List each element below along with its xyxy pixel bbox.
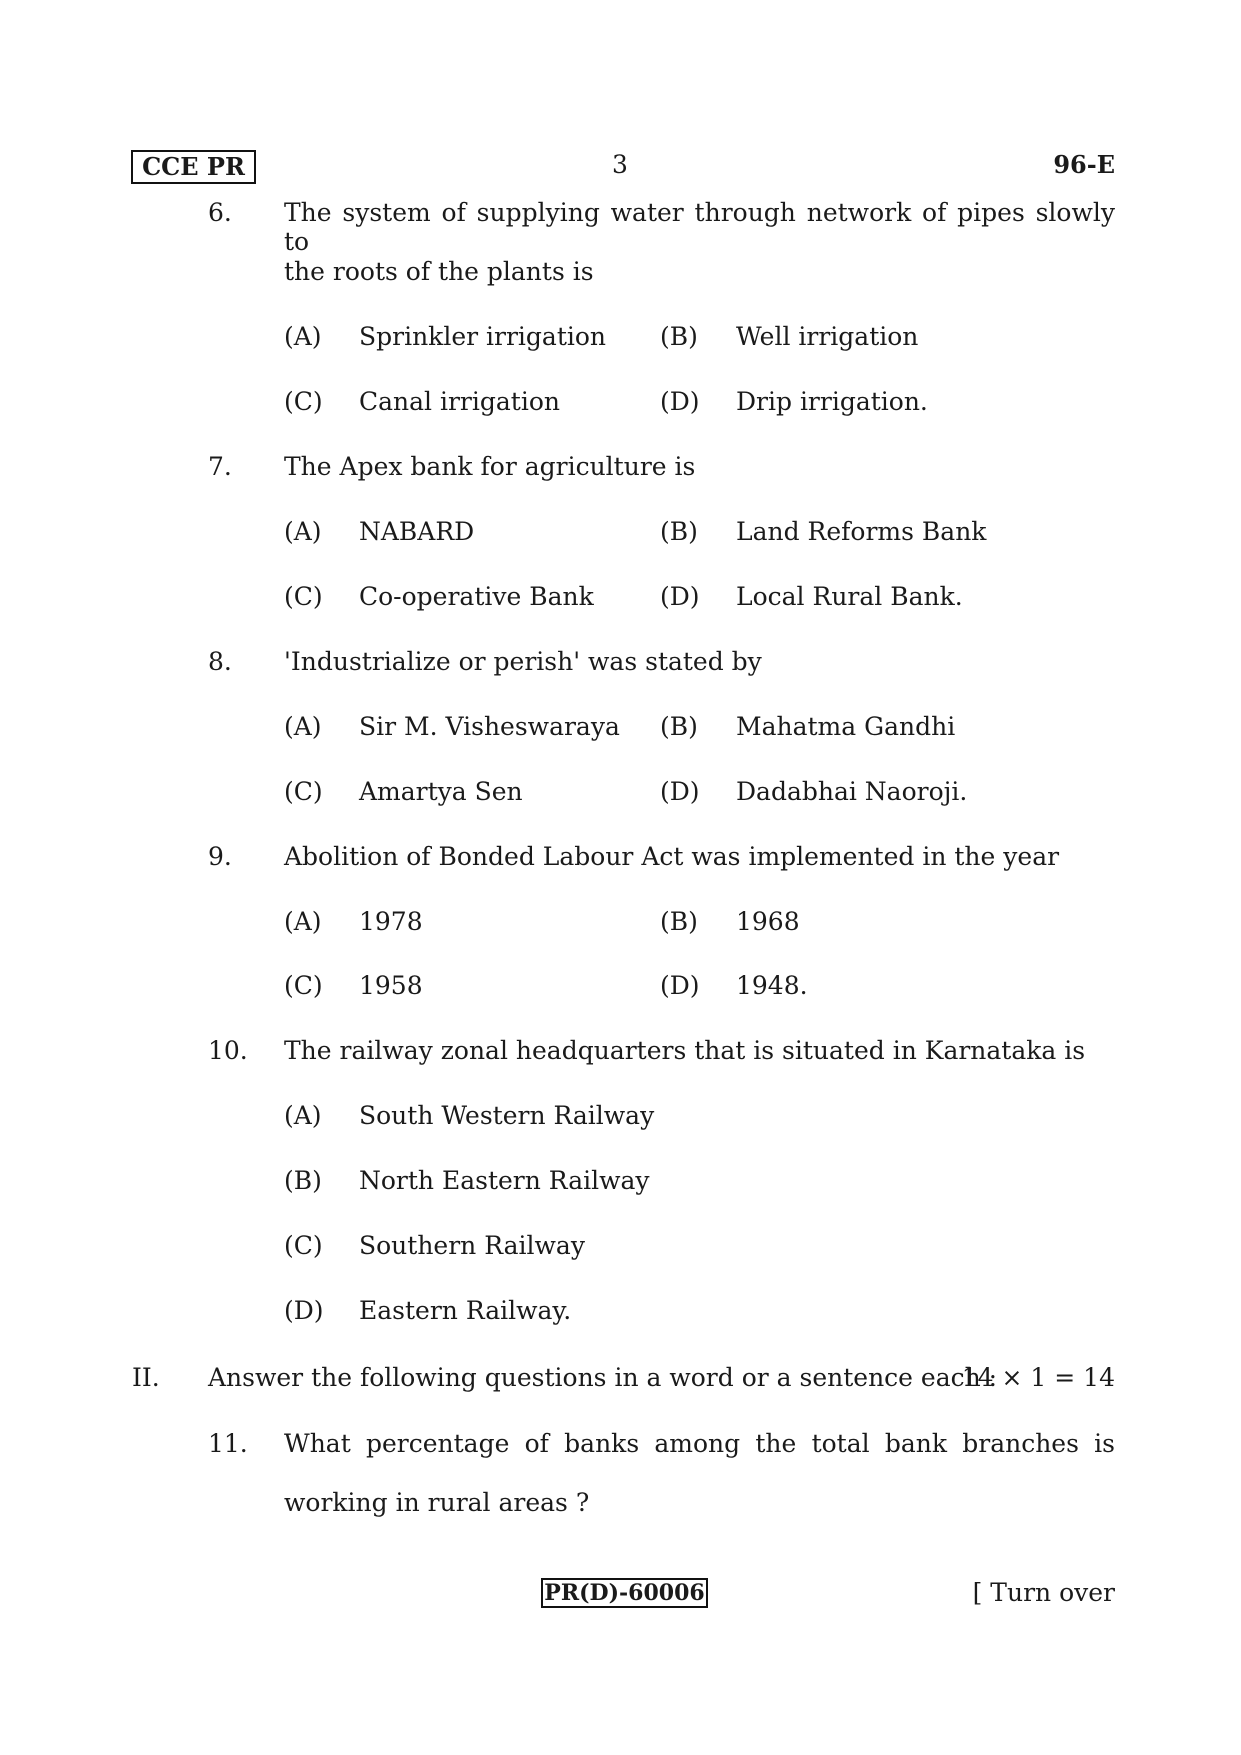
option-label: (B) bbox=[660, 907, 698, 936]
question-text: What percentage of banks among the total bank branches is bbox=[284, 1429, 1115, 1458]
option-label: (B) bbox=[660, 322, 698, 351]
option-label: (A) bbox=[284, 907, 322, 936]
option-text: Drip irrigation. bbox=[736, 387, 928, 416]
option-text: Southern Railway bbox=[359, 1231, 585, 1260]
question-number: 6. bbox=[208, 198, 232, 227]
question-number: 7. bbox=[208, 452, 232, 481]
option-label: (A) bbox=[284, 712, 322, 741]
option-label: (A) bbox=[284, 517, 322, 546]
header-left-code: CCE PR bbox=[131, 150, 256, 184]
question-text: Abolition of Bonded Labour Act was implemented in the year bbox=[284, 842, 1060, 871]
option-label: (B) bbox=[660, 517, 698, 546]
option-label: (A) bbox=[284, 1101, 322, 1130]
question-number: 11. bbox=[208, 1429, 248, 1458]
question-text: The railway zonal headquarters that is situated in Karnataka is bbox=[284, 1036, 1086, 1065]
option-text: Canal irrigation bbox=[359, 387, 560, 416]
option-label: (B) bbox=[660, 712, 698, 741]
option-label: (D) bbox=[660, 971, 700, 1000]
option-text: Local Rural Bank. bbox=[736, 582, 963, 611]
question-text: The system of supplying water through network of pipes slowly to bbox=[284, 198, 1115, 256]
option-text: Eastern Railway. bbox=[359, 1296, 572, 1325]
option-text: Amartya Sen bbox=[359, 777, 523, 806]
question-text: the roots of the plants is bbox=[284, 257, 594, 286]
section-marks: 14 × 1 = 14 bbox=[961, 1363, 1115, 1392]
turn-over-note: [ Turn over bbox=[972, 1578, 1115, 1607]
page-number: 3 bbox=[612, 150, 628, 179]
section-instruction: Answer the following questions in a word or a sentence each : bbox=[208, 1363, 998, 1392]
question-number: 8. bbox=[208, 647, 232, 676]
option-text: Sir M. Visheswaraya bbox=[359, 712, 620, 741]
option-label: (C) bbox=[284, 387, 323, 416]
option-text: 1978 bbox=[359, 907, 423, 936]
section-number: II. bbox=[132, 1363, 160, 1392]
option-text: South Western Railway bbox=[359, 1101, 655, 1130]
question-text: 'Industrialize or perish' was stated by bbox=[284, 647, 762, 676]
option-text: NABARD bbox=[359, 517, 475, 546]
question-number: 10. bbox=[208, 1036, 248, 1065]
question-text: The Apex bank for agriculture is bbox=[284, 452, 696, 481]
option-label: (C) bbox=[284, 971, 323, 1000]
option-label: (C) bbox=[284, 1231, 323, 1260]
header-right-code: 96-E bbox=[1053, 150, 1115, 179]
option-text: Dadabhai Naoroji. bbox=[736, 777, 968, 806]
option-label: (A) bbox=[284, 322, 322, 351]
option-label: (D) bbox=[660, 582, 700, 611]
question-text: working in rural areas ? bbox=[284, 1488, 590, 1517]
option-text: Land Reforms Bank bbox=[736, 517, 987, 546]
option-text: Co-operative Bank bbox=[359, 582, 594, 611]
option-text: Sprinkler irrigation bbox=[359, 322, 607, 351]
option-text: 1948. bbox=[736, 971, 808, 1000]
option-label: (C) bbox=[284, 777, 323, 806]
option-label: (D) bbox=[284, 1296, 324, 1325]
option-text: 1958 bbox=[359, 971, 423, 1000]
option-label: (D) bbox=[660, 387, 700, 416]
option-text: 1968 bbox=[736, 907, 800, 936]
option-text: Mahatma Gandhi bbox=[736, 712, 956, 741]
footer-code: PR(D)-60006 bbox=[541, 1578, 708, 1608]
option-label: (D) bbox=[660, 777, 700, 806]
option-label: (C) bbox=[284, 582, 323, 611]
question-number: 9. bbox=[208, 842, 232, 871]
option-label: (B) bbox=[284, 1166, 322, 1195]
option-text: North Eastern Railway bbox=[359, 1166, 650, 1195]
option-text: Well irrigation bbox=[736, 322, 919, 351]
